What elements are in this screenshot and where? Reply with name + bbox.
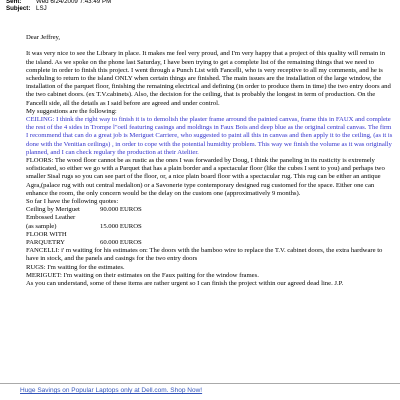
footer (0, 383, 400, 394)
ceiling-paragraph: CEILING: I think the right way to finish it is to demolish the plaster frame arround the painted canvas, frame this in FAUX and complete the rest of the 4 sides in Trompe l"oeil featuring casings and moldings in Faux Bois and deep blue as the original central canvas. The firm I recommend that can do a great job is Meriguet Carriere, who suggested to paint all this in canvas and then apply it to the ceiling, (as it is done with the Venitian ceilings) , in order to cope with the potential humidity problem. This way we finish the volume as it was originally planned, and I can check regulary the production at their Ateliier. (26, 116, 393, 156)
floors-paragraph: FLOORS: The wood floor cannot be as rustic as the ones I was forwarded by Doug, I think the paneling in its rusticity is extremely sofisticated, so either we go with a Parquet that has a plain border and a spectacular floor (like the cubes I sent to you) and perhaps two smaller Sisal rugs so you can see part of the floor, or, a nice plain board floor with a spectacular rug. This rug can be either an antique Agra,(palace rug with out central medalion) or a Savonerie type contemporary designed rug customed for the space. Either one can enhance the room, the only concern would be the delay on the custom one (approximatively 9 months). (26, 157, 385, 197)
meriguet-paragraph: MERIGUET: I'm waiting on their estimates on the Faux paiting for the window frames. (26, 271, 259, 279)
dell-ad-link[interactable]: Huge Savings on Popular Laptops only at Dell.com. Shop Now! (20, 387, 203, 394)
sent-value: Wed 6/24/2009 7:43:49 PM (36, 0, 112, 5)
subject-label: Subject: (6, 5, 31, 13)
cost-row: Embossed Leather (26, 214, 76, 222)
quotes-intro: So far I have the following quotes: (26, 198, 119, 206)
closing-paragraph: As you can understand, some of these items are rather urgent so I can finish the project within our agreed dead line. J.P. (26, 280, 344, 288)
suggestions-intro: My suggestions are the following: (26, 107, 117, 115)
cost-row: (as sample) 15.000 EUROS (26, 222, 142, 230)
cost-list (26, 206, 394, 247)
email-body (26, 34, 394, 288)
cost-row: Ceiling by Meriguet 90.000 EUROS (26, 206, 142, 214)
fancelli-paragraph: FANCELLI: i' m waiting for his estimates on: The doors with the bamboo wire to replace the T.V. cabinet doors, the extra hardware to have in stock, and the panels and casings for the two entry doors (26, 247, 383, 263)
rugs-paragraph: RUGS: I'm waiting for the estimates. (26, 263, 125, 271)
cost-row: PARQUETRY 60.000 EUROS (26, 239, 142, 247)
greeting: Dear Jeffrey, (26, 34, 61, 41)
sent-label: Sent: (6, 0, 22, 5)
subject-row (6, 5, 394, 12)
subject-value: LSJ (36, 5, 47, 13)
cost-row: FLOOR WITH (26, 230, 67, 238)
paragraph-intro: It was very nice to see the Library in place. It makes me feel very proud, and I'm very happy that a project of this quality will remain in the island. As we spoke on the phone last Saturday, I have been trying to get a complete list of the remaining things that we need to complete in order to finish this project. I went through a Punch List with Fancelli, who is very receptive to all my comments, and he is scheduling to return to the island ONLY when certain things are finished. The main issues are the installation of the large window, the installation of the parquet floor, finishing the remaining electrical and defining (in order to produce them in time) the two entry doors and the two cabinet doors. (ex T.V.cabinets). Also, the decision for the ceiling, that is probably the longest in term of production. On the Fancelli side, all the details as I said before are agreed and under control. (26, 50, 391, 107)
email-header (6, 0, 394, 13)
